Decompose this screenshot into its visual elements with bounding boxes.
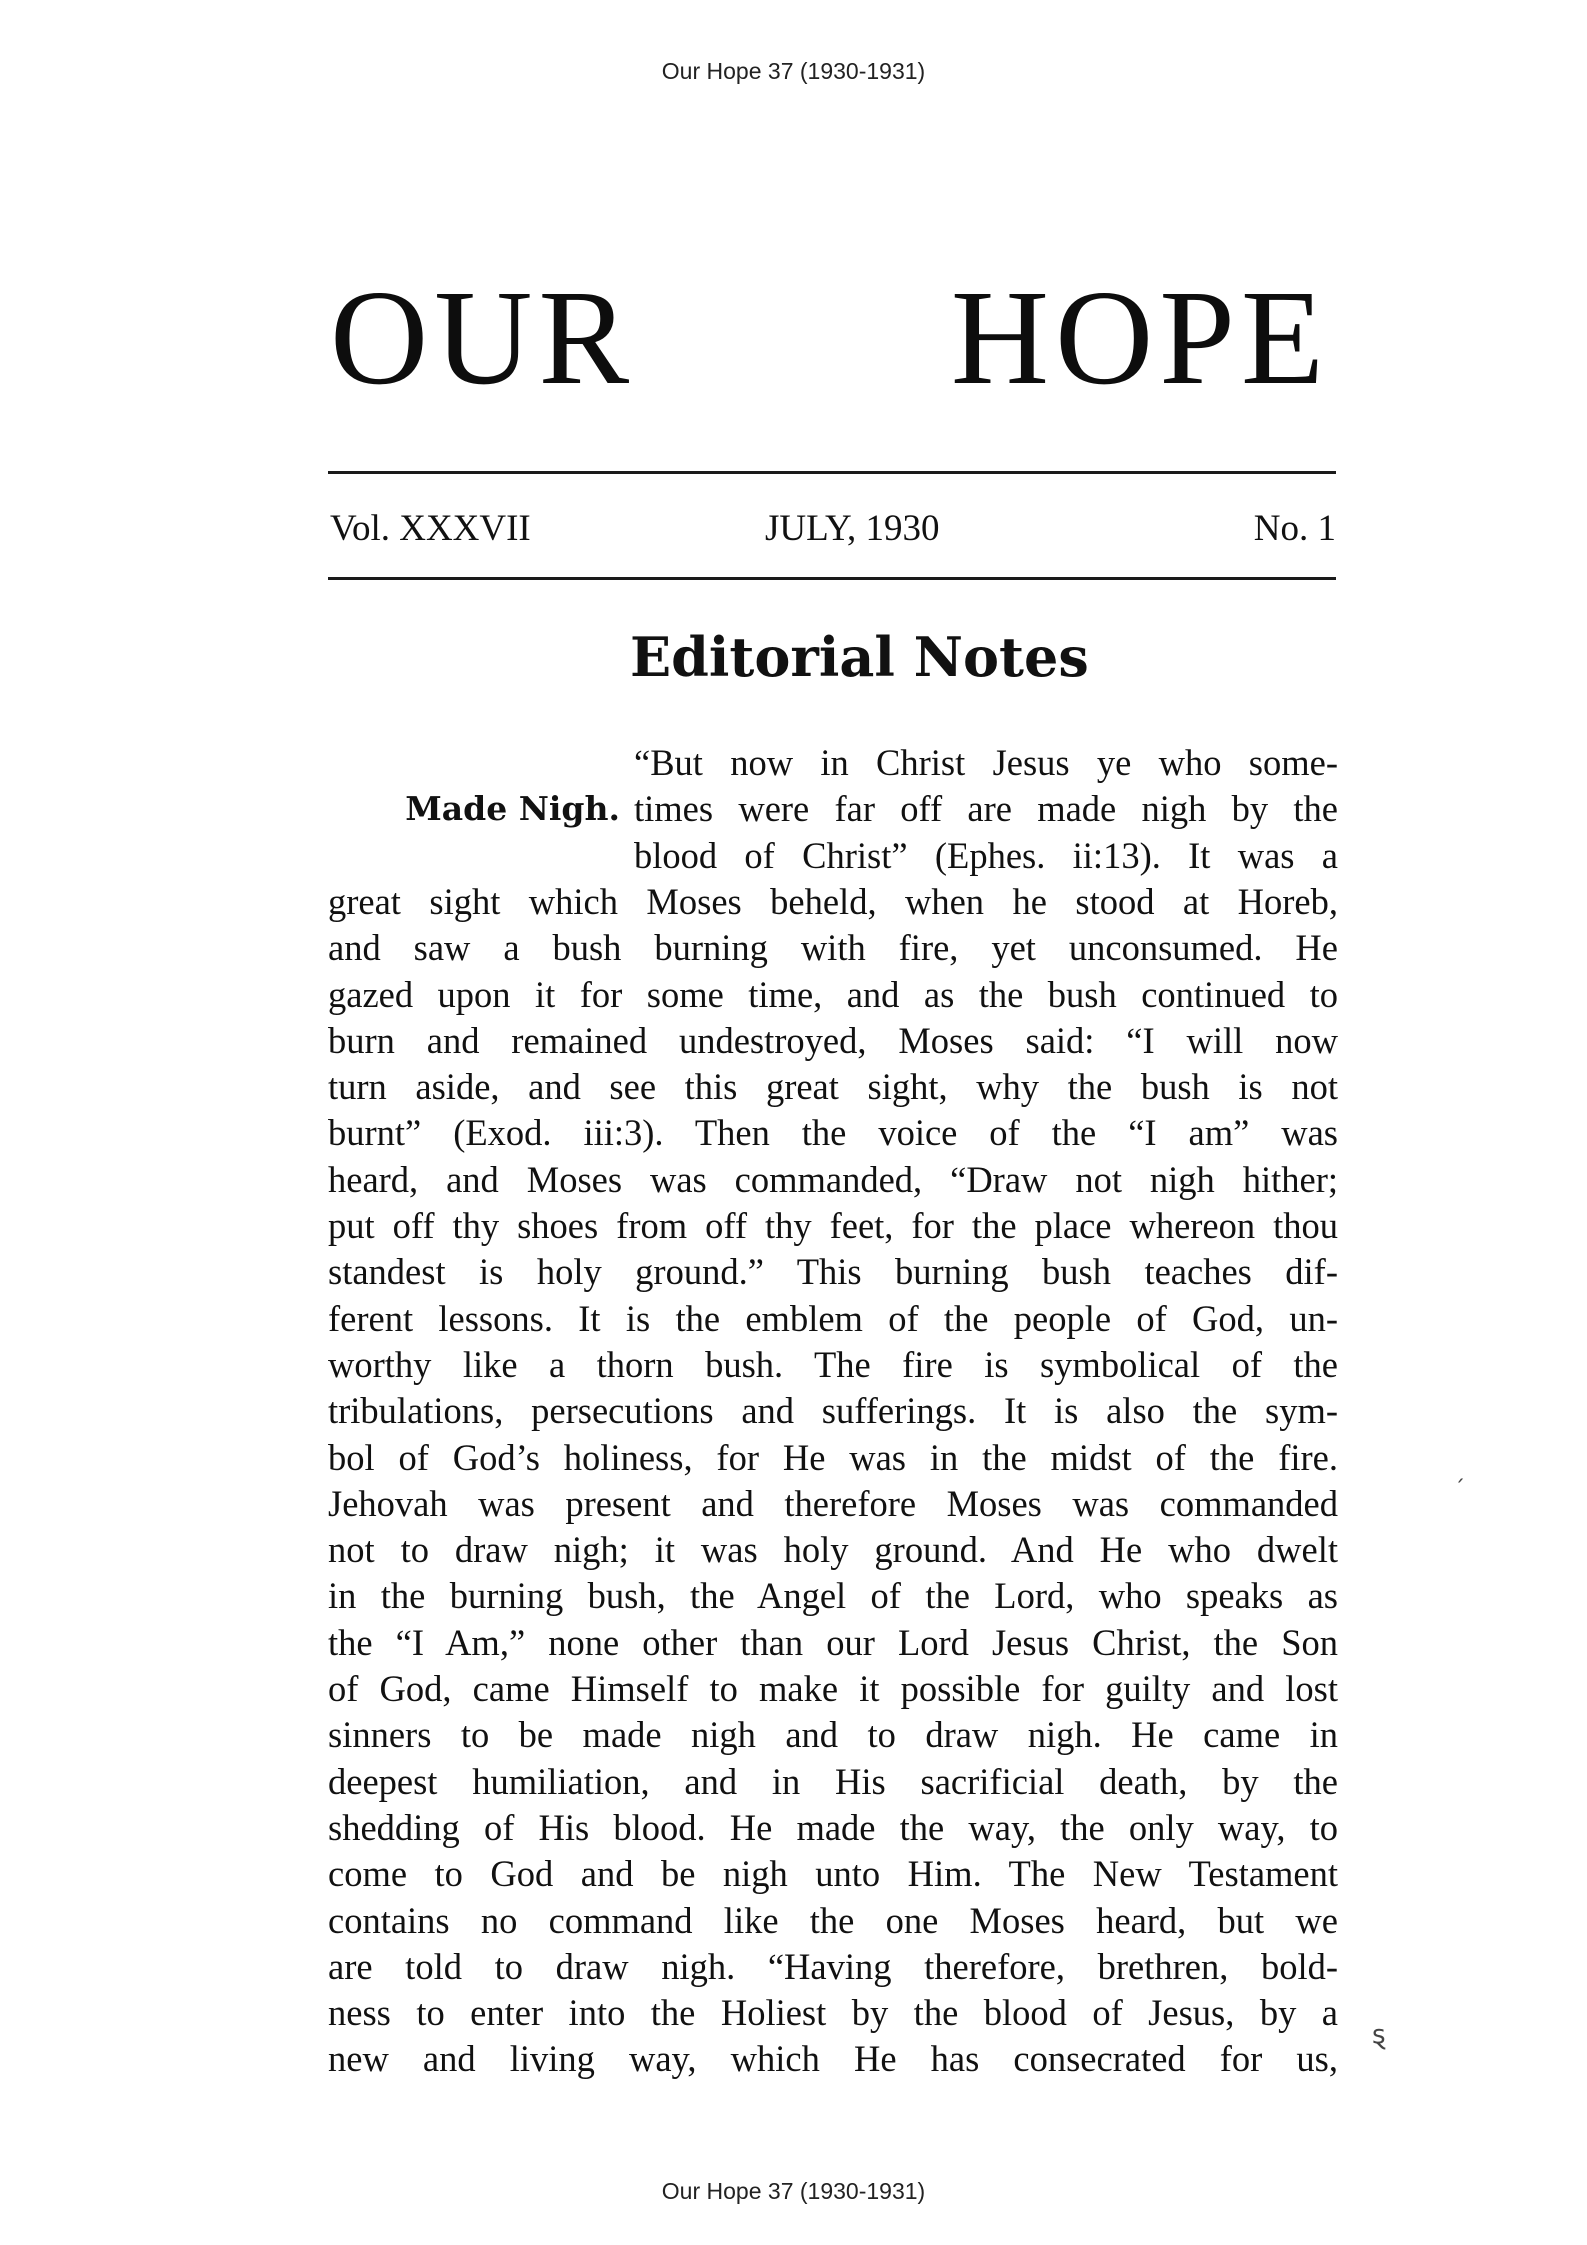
text-line: shedding of His blood. He made the way, the only way, to <box>328 1806 1338 1848</box>
text-line: heard, and Moses was commanded, “Draw not nigh hither; <box>328 1158 1338 1200</box>
text-line: in the burning bush, the Angel of the Lord, who speaks as <box>328 1575 1338 1617</box>
text-line: ness to enter into the Holiest by the blood of Jesus, by a <box>328 1992 1338 2034</box>
text-line: put off thy shoes from off thy feet, for the place whereon thou <box>328 1205 1338 1247</box>
side-heading: Made Nigh. <box>405 789 620 829</box>
text-line: Jehovah was present and therefore Moses was commanded <box>328 1482 1338 1524</box>
text-line: tribulations, persecutions and sufferings. It is also the sym- <box>328 1390 1338 1432</box>
opening-paragraph <box>328 740 1338 879</box>
margin-speck: ˏ <box>1454 1458 1465 1483</box>
text-line: standest is holy ground.” This burning bush teaches dif- <box>328 1251 1338 1293</box>
text-line-content: times were far off are made nigh by the <box>634 788 1338 830</box>
volume-label: Vol. XXXVII <box>330 508 531 549</box>
text-line: come to God and be nigh unto Him. The New Testament <box>328 1853 1338 1895</box>
text-line: new and living way, which He has consecrated for us, <box>328 2038 1338 2080</box>
text-line: of God, came Himself to make it possible for guilty and lost <box>328 1668 1338 1710</box>
body-paragraph <box>328 879 1338 2083</box>
running-header: Our Hope 37 (1930-1931) <box>661 58 926 84</box>
text-line: are told to draw nigh. “Having therefore, brethren, bold- <box>328 1945 1338 1987</box>
text-line: bol of God’s holiness, for He was in the midst of the fire. <box>328 1436 1338 1478</box>
issue-date: JULY, 1930 <box>765 508 940 549</box>
text-line: worthy like a thorn bush. The fire is symbolical of the <box>328 1343 1338 1385</box>
top-rule <box>328 471 1336 474</box>
text-line: burn and remained undestroyed, Moses said: “I will now <box>328 1019 1338 1061</box>
margin-speck: ȿ <box>1372 2020 1386 2050</box>
running-footer: Our Hope 37 (1930-1931) <box>661 2178 926 2204</box>
text-line: not to draw nigh; it was holy ground. And He who dwelt <box>328 1529 1338 1571</box>
text-line: burnt” (Exod. iii:3). Then the voice of the “I am” was <box>328 1112 1338 1154</box>
issue-number: No. 1 <box>1253 508 1336 549</box>
text-line: great sight which Moses beheld, when he stood at Horeb, <box>328 881 1338 922</box>
masthead-word-our: OUR <box>330 263 636 413</box>
bottom-rule <box>328 577 1336 580</box>
text-line: the “I Am,” none other than our Lord Jesus Christ, the Son <box>328 1621 1338 1663</box>
text-line-content: blood of Christ” (Ephes. ii:13). It was a <box>634 834 1338 876</box>
section-title: Editorial Notes <box>630 625 1089 689</box>
text-line <box>328 833 1338 879</box>
text-line <box>328 786 1338 832</box>
text-line: ferent lessons. It is the emblem of the people of God, un- <box>328 1297 1338 1339</box>
text-line: deepest humiliation, and in His sacrificial death, by the <box>328 1760 1338 1802</box>
masthead-word-hope: HOPE <box>950 263 1330 413</box>
text-line-content: “But now in Christ Jesus ye who some- <box>634 742 1338 783</box>
text-line: sinners to be made nigh and to draw nigh. He came in <box>328 1714 1338 1756</box>
text-line: gazed upon it for some time, and as the bush continued to <box>328 973 1338 1015</box>
text-line: contains no command like the one Moses heard, but we <box>328 1899 1338 1941</box>
text-line: turn aside, and see this great sight, why the bush is not <box>328 1066 1338 1108</box>
issue-line <box>330 507 1336 550</box>
text-line <box>328 740 1338 786</box>
masthead-title <box>330 263 1330 413</box>
text-line: and saw a bush burning with fire, yet unconsumed. He <box>328 927 1338 969</box>
